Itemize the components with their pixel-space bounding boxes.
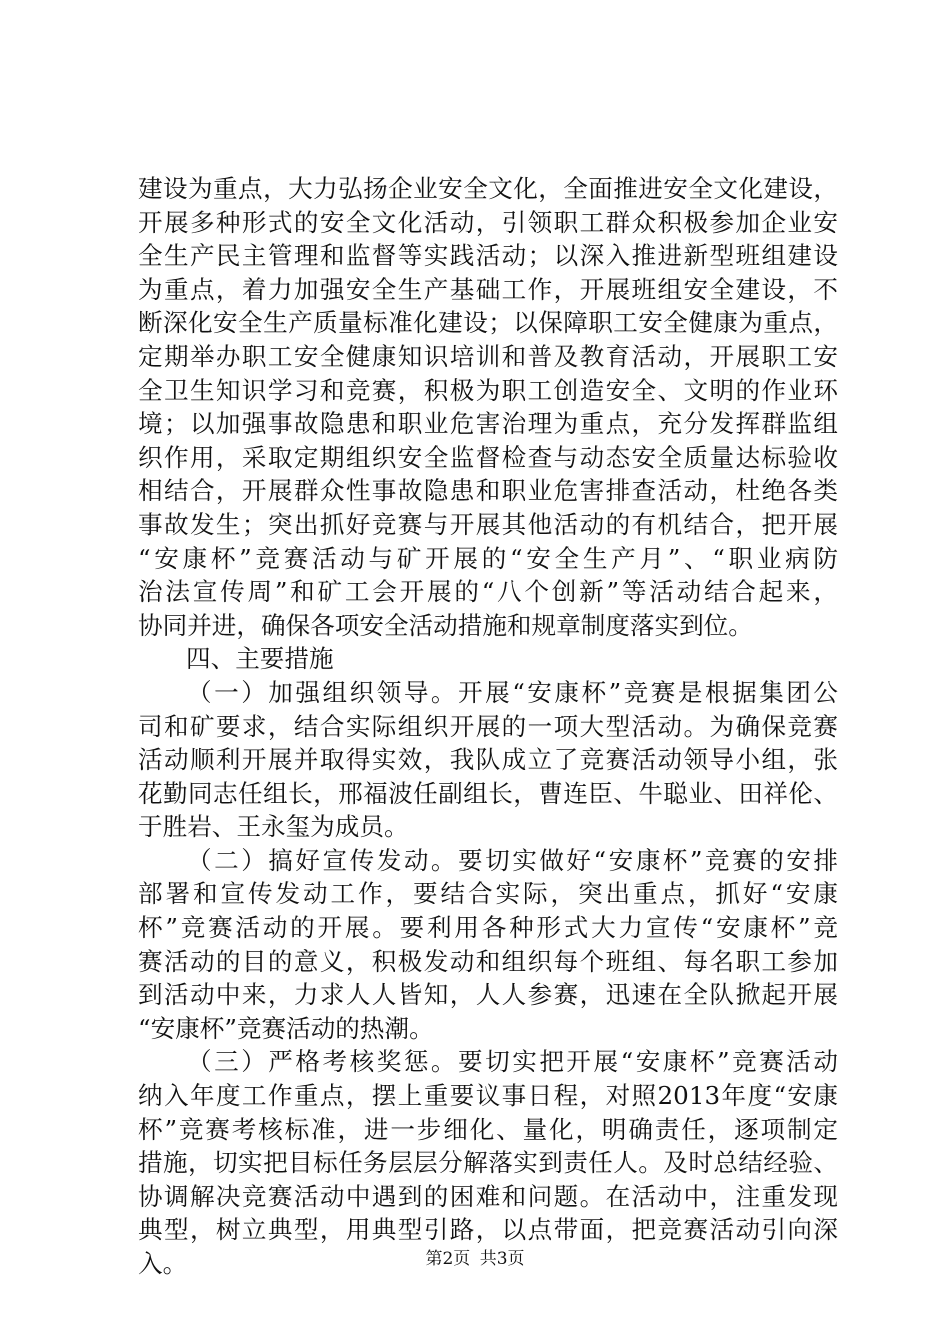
- text-line: 到活动中来，力求人人皆知，人人参赛，迅速在全队掀起开展: [138, 980, 838, 1010]
- text-line: （二）搞好宣传发动。要切实做好“安康杯”竞赛的安排: [187, 845, 838, 875]
- text-line: 花勤同志任组长，邢福波任副组长，曹连臣、牛聪业、田祥伦、: [138, 778, 838, 808]
- text-line: （三）严格考核奖惩。要切实把开展“安康杯”竞赛活动: [187, 1047, 838, 1077]
- text-line: 全生产民主管理和监督等实践活动；以深入推进新型班组建设: [138, 241, 838, 271]
- text-line: 赛活动的目的意义，积极发动和组织每个班组、每名职工参加: [138, 946, 838, 976]
- page-number: 第2页: [425, 1249, 471, 1269]
- section-heading: 四、主要措施: [186, 644, 334, 674]
- text-line: 协调解决竞赛活动中遇到的困难和问题。在活动中，注重发现: [138, 1181, 838, 1211]
- text-line: 活动顺利开展并取得实效，我队成立了竞赛活动领导小组，张: [138, 745, 838, 775]
- text-line: 相结合，开展群众性事故隐患和职业危害排查活动，杜绝各类: [138, 476, 838, 506]
- text-line: 为重点，着力加强安全生产基础工作，开展班组安全建设，不: [138, 274, 838, 304]
- text-line: 断深化安全生产质量标准化建设；以保障职工安全健康为重点，: [138, 308, 838, 338]
- text-line: “安康杯”竞赛活动的热潮。: [138, 1013, 434, 1043]
- page-total: 共3页: [479, 1249, 525, 1269]
- text-line: 境；以加强事故隐患和职业危害治理为重点，充分发挥群监组: [138, 409, 838, 439]
- text-line: 织作用，采取定期组织安全监督检查与动态安全质量达标验收: [138, 442, 838, 472]
- text-line: 定期举办职工安全健康知识培训和普及教育活动，开展职工安: [138, 341, 838, 371]
- text-line: 入。: [138, 1249, 188, 1278]
- text-line: 治法宣传周”和矿工会开展的“八个创新”等活动结合起来，: [138, 577, 838, 607]
- text-line: （一）加强组织领导。开展“安康杯”竞赛是根据集团公: [187, 677, 838, 707]
- text-line: 事故发生；突出抓好竞赛与开展其他活动的有机结合，把开展: [138, 509, 838, 539]
- text-line: 于胜岩、王永玺为成员。: [138, 812, 409, 842]
- text-line: 杯”竞赛活动的开展。要利用各种形式大力宣传“安康杯”竞: [138, 913, 838, 943]
- document-body: [138, 172, 838, 1281]
- text-line: 司和矿要求，结合实际组织开展的一项大型活动。为确保竞赛: [138, 711, 838, 741]
- text-line: 全卫生知识学习和竞赛，积极为职工创造安全、文明的作业环: [138, 375, 838, 405]
- page-footer: [0, 1248, 950, 1270]
- text-line: 典型，树立典型，用典型引路，以点带面，把竞赛活动引向深: [138, 1215, 838, 1245]
- text-line: 措施，切实把目标任务层层分解落实到责任人。及时总结经验、: [138, 1148, 838, 1178]
- text-line: 建设为重点，大力弘扬企业安全文化，全面推进安全文化建设，: [138, 174, 838, 203]
- text-line: 部署和宣传发动工作，要结合实际，突出重点，抓好“安康: [138, 879, 838, 909]
- text-line: 协同并进，确保各项安全活动措施和规章制度落实到位。: [138, 610, 753, 640]
- text-line: 杯”竞赛考核标准，进一步细化、量化，明确责任，逐项制定: [138, 1114, 838, 1144]
- text-line: 纳入年度工作重点，摆上重要议事日程，对照2013年度“安康: [138, 1081, 838, 1111]
- text-line: 开展多种形式的安全文化活动，引领职工群众积极参加企业安: [138, 207, 838, 237]
- text-line: “安康杯”竞赛活动与矿开展的“安全生产月”、“职业病防: [138, 543, 838, 573]
